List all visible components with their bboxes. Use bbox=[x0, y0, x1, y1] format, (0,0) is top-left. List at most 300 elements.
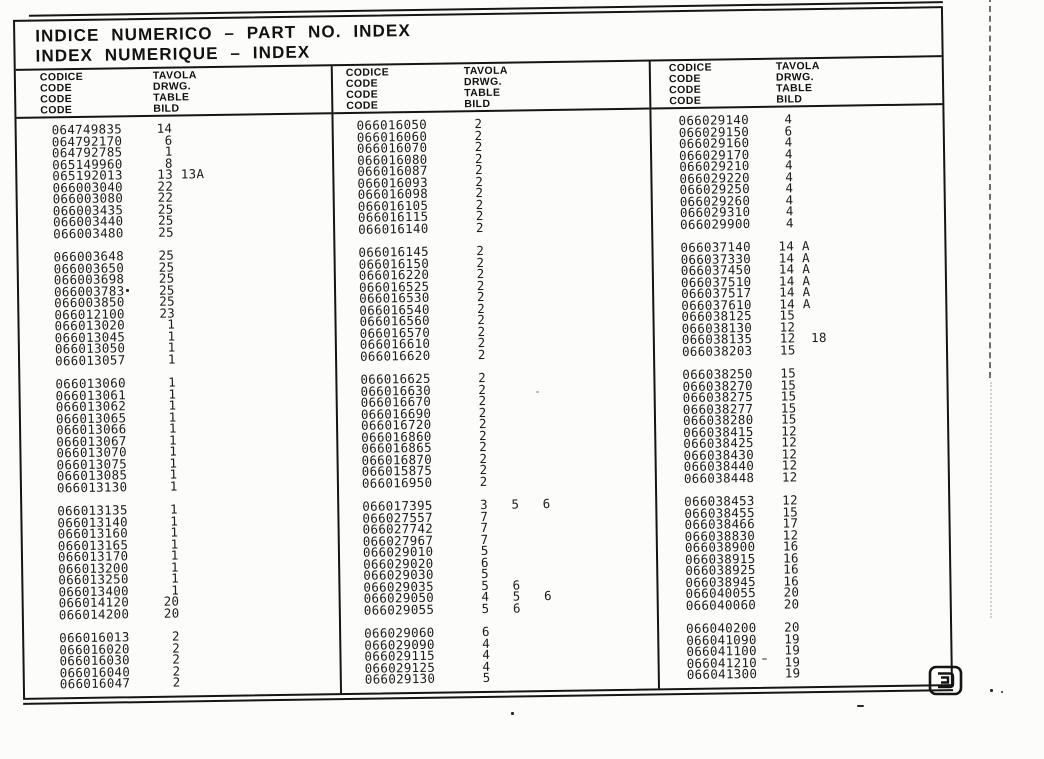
part-code: 066013050 bbox=[54, 340, 126, 357]
drawing-ref: 2 bbox=[468, 265, 485, 282]
drawing-ref: 16 bbox=[782, 538, 799, 554]
part-code: 066013062 bbox=[55, 398, 127, 415]
drawing-ref: 20 bbox=[783, 619, 800, 635]
drawing-ref: 12 18 bbox=[779, 329, 827, 346]
scan-speck bbox=[511, 712, 514, 715]
drawing-ref: 1 bbox=[162, 547, 179, 563]
drawing-ref: 1 bbox=[160, 409, 177, 425]
part-code: 066029030 bbox=[363, 566, 434, 583]
part-code: 066038130 bbox=[681, 319, 753, 336]
part-code: 066016070 bbox=[356, 139, 428, 156]
drawing-ref: 1 bbox=[159, 339, 176, 355]
drawing-header-labels bbox=[776, 61, 821, 106]
index-group bbox=[24, 628, 340, 690]
scan-speck bbox=[762, 658, 767, 660]
drawing-ref: 2 bbox=[470, 381, 487, 397]
part-code: 066013135 bbox=[57, 502, 128, 519]
drawing-ref: 16 bbox=[783, 561, 800, 577]
part-code: 066016098 bbox=[357, 185, 429, 202]
part-code: 066015875 bbox=[361, 462, 433, 479]
part-code: 066029125 bbox=[364, 659, 436, 676]
part-code: 066016050 bbox=[356, 116, 428, 133]
drawing-ref: 1 bbox=[160, 386, 177, 402]
part-code: 066016140 bbox=[358, 220, 429, 237]
drawing-ref: 15 bbox=[780, 388, 797, 404]
drawing-ref: 4 bbox=[474, 635, 491, 651]
drawing-ref: 12 bbox=[779, 318, 796, 335]
drawing-ref: 1 bbox=[162, 536, 179, 552]
part-code: 066027557 bbox=[362, 509, 433, 526]
drawing-ref: 2 bbox=[466, 138, 483, 155]
drawing-ref: 2 bbox=[469, 323, 486, 339]
drawing-ref: 2 bbox=[470, 369, 487, 386]
column-header bbox=[333, 62, 650, 115]
part-code: 066029060 bbox=[364, 624, 435, 641]
drawing-ref: 6 bbox=[156, 132, 173, 148]
part-code: 066037450 bbox=[680, 262, 752, 279]
drawing-ref: 4 bbox=[776, 111, 793, 127]
drawing-ref: 12 bbox=[781, 457, 798, 473]
part-code: 066016013 bbox=[59, 629, 130, 646]
drawing-ref: 4 bbox=[777, 191, 794, 208]
drawing-ref: 4 bbox=[474, 658, 491, 674]
index-group bbox=[655, 365, 948, 484]
header-label: BILD bbox=[153, 102, 180, 115]
part-code: 066029220 bbox=[679, 169, 750, 186]
header-label: BILD bbox=[464, 97, 491, 111]
part-code: 066016860 bbox=[361, 428, 432, 445]
drawing-ref: 2 bbox=[466, 150, 483, 166]
index-group bbox=[17, 120, 334, 240]
part-code: 066037610 bbox=[681, 296, 752, 313]
part-code: 066029035 bbox=[363, 578, 434, 595]
index-row bbox=[342, 669, 658, 685]
drawing-ref: 13 13A bbox=[157, 166, 205, 182]
drawing-ref: 25 bbox=[158, 259, 175, 275]
drawing-ref: 20 bbox=[783, 584, 800, 600]
drawing-ref: 2 bbox=[468, 254, 485, 270]
index-row bbox=[337, 346, 653, 362]
drawing-ref: 4 bbox=[777, 180, 794, 196]
part-code: 065149960 bbox=[52, 155, 123, 172]
index-group bbox=[335, 242, 653, 362]
part-code: 066013070 bbox=[56, 444, 127, 461]
header-label: CODICE bbox=[668, 61, 713, 75]
drawing-ref: 1 bbox=[162, 513, 179, 529]
part-code: 066038203 bbox=[681, 342, 753, 359]
index-row bbox=[25, 674, 340, 690]
drawing-ref: 7 bbox=[472, 508, 489, 524]
drawing-ref: 5 bbox=[472, 542, 489, 559]
drawing-ref: 4 bbox=[776, 134, 793, 150]
part-code: 066013045 bbox=[54, 328, 126, 345]
header-label: TABLE bbox=[153, 91, 190, 104]
header-label: CODE bbox=[669, 83, 702, 97]
drawing-ref: 2 bbox=[164, 640, 181, 656]
drawing-ref: 1 bbox=[159, 316, 176, 332]
part-code: 066037330 bbox=[680, 250, 752, 267]
part-code: 066041100 bbox=[686, 642, 757, 660]
code-header-labels bbox=[40, 72, 84, 117]
part-code: 066038945 bbox=[685, 573, 756, 590]
part-code: 066038270 bbox=[682, 377, 754, 394]
header-label: CODICE bbox=[39, 70, 84, 84]
drawing-ref: 2 bbox=[470, 415, 487, 432]
index-row bbox=[659, 596, 950, 612]
code-header-labels bbox=[346, 67, 390, 112]
drawing-ref: 15 bbox=[779, 341, 796, 358]
part-code: 066013400 bbox=[58, 582, 130, 599]
drawing-ref: 2 bbox=[466, 115, 483, 132]
drawing-ref: 12 bbox=[782, 492, 798, 508]
drawing-ref: 1 bbox=[162, 524, 179, 540]
drawing-ref: 25 bbox=[158, 270, 175, 286]
header-label: CODE bbox=[346, 88, 379, 102]
part-code: 066041300 bbox=[686, 665, 758, 683]
drawing-ref: 15 bbox=[780, 376, 797, 393]
drawing-ref: 4 bbox=[776, 145, 793, 162]
drawing-ref: 2 bbox=[470, 392, 487, 409]
header-label: TAVOLA bbox=[775, 59, 820, 73]
drawing-ref: 1 bbox=[156, 143, 173, 159]
scan-fold-mark bbox=[989, 0, 991, 378]
drawing-ref: 1 bbox=[160, 374, 177, 390]
part-code: 066038125 bbox=[681, 308, 753, 325]
index-row bbox=[24, 605, 339, 621]
index-grid bbox=[16, 57, 951, 698]
drawing-ref: 14 A bbox=[778, 272, 811, 289]
part-code: 066029250 bbox=[679, 181, 751, 198]
part-code: 066013065 bbox=[55, 409, 127, 426]
part-code: 066029115 bbox=[364, 647, 436, 664]
drawing-ref: 1 bbox=[161, 432, 178, 448]
part-code: 066003480 bbox=[53, 224, 124, 241]
part-code: 066040200 bbox=[685, 619, 757, 637]
drawing-ref: 14 A bbox=[778, 238, 810, 254]
drawing-header-labels bbox=[464, 66, 509, 111]
drawing-ref: 5 6 bbox=[473, 576, 521, 593]
part-code: 066038830 bbox=[684, 527, 756, 544]
drawing-ref: 20 bbox=[783, 595, 800, 612]
header-label: DRWG. bbox=[775, 71, 815, 84]
index-row bbox=[18, 224, 333, 240]
part-code: 066003650 bbox=[53, 259, 125, 276]
index-group bbox=[22, 501, 339, 621]
drawing-ref: 16 bbox=[783, 572, 800, 589]
part-code: 066038430 bbox=[683, 446, 755, 463]
part-code: 066016610 bbox=[359, 335, 431, 352]
part-code: 066029260 bbox=[679, 192, 751, 209]
part-code: 066013060 bbox=[55, 375, 126, 392]
part-code: 066013020 bbox=[54, 317, 126, 334]
part-code: 066038448 bbox=[683, 469, 755, 486]
part-code: 066016047 bbox=[59, 675, 131, 692]
part-code: 066013057 bbox=[54, 351, 126, 368]
drawing-ref: 15 bbox=[779, 307, 796, 323]
drawing-ref: 20 bbox=[163, 605, 180, 621]
part-code: 066016950 bbox=[361, 474, 433, 491]
drawing-ref: 2 bbox=[164, 651, 181, 667]
scan-speck bbox=[990, 689, 993, 692]
column-header bbox=[651, 57, 943, 109]
index-row bbox=[335, 219, 651, 235]
part-code: 066013130 bbox=[56, 478, 128, 495]
drawing-ref: 25 bbox=[158, 247, 175, 263]
drawing-ref: 12 bbox=[781, 434, 798, 450]
part-code: 066029210 bbox=[679, 158, 750, 175]
part-code: 066038900 bbox=[684, 538, 756, 556]
part-code: 066040055 bbox=[685, 584, 757, 602]
drawing-ref: 25 bbox=[157, 201, 174, 217]
index-row bbox=[657, 469, 948, 485]
drawing-ref: 14 A bbox=[778, 261, 811, 277]
drawing-ref: 19 bbox=[784, 642, 801, 658]
drawing-ref: 8 bbox=[157, 155, 173, 171]
drawing-ref: 4 bbox=[777, 157, 794, 173]
part-code: 066038280 bbox=[682, 411, 754, 429]
part-code: 066038440 bbox=[683, 457, 755, 475]
header-label: BILD bbox=[776, 93, 803, 106]
part-code: 066029130 bbox=[364, 670, 436, 687]
part-code: 066016105 bbox=[357, 197, 429, 214]
drawing-ref: 4 bbox=[777, 168, 794, 185]
drawing-ref: 15 bbox=[782, 503, 799, 520]
part-code: 066016620 bbox=[359, 347, 431, 364]
part-code: 066029170 bbox=[678, 146, 750, 163]
drawing-ref: 1 bbox=[163, 559, 179, 575]
drawing-ref: 5 bbox=[474, 669, 491, 686]
part-code: 066038453 bbox=[684, 492, 755, 510]
part-code: 066013067 bbox=[56, 432, 127, 449]
drawing-ref: 20 bbox=[163, 593, 180, 609]
drawing-ref: 25 bbox=[158, 224, 174, 240]
drawing-ref: 12 bbox=[781, 468, 798, 485]
drawing-ref: 16 bbox=[782, 549, 799, 566]
scan-speck bbox=[857, 705, 864, 707]
index-group bbox=[20, 374, 337, 494]
part-code: 066013165 bbox=[57, 536, 129, 553]
part-code: 066016690 bbox=[360, 405, 432, 422]
part-code: 066013061 bbox=[55, 386, 127, 403]
part-code: 066041090 bbox=[686, 631, 757, 648]
part-code: 066016115 bbox=[357, 208, 429, 225]
header-label: TAVOLA bbox=[463, 64, 508, 78]
header-label: CODE bbox=[40, 93, 73, 106]
header-label: CODE bbox=[668, 72, 701, 86]
part-code: 066016220 bbox=[358, 266, 430, 283]
part-code: 066003435 bbox=[52, 201, 124, 218]
drawing-ref: 3 5 6 bbox=[472, 496, 551, 513]
drawing-ref: 2 bbox=[468, 219, 484, 235]
header-label: CODE bbox=[346, 99, 379, 112]
index-column-3 bbox=[651, 57, 951, 688]
drawing-header-labels bbox=[153, 70, 198, 115]
drawing-ref: 22 bbox=[157, 178, 174, 194]
part-code: 066013170 bbox=[57, 548, 129, 565]
part-code: 066014200 bbox=[58, 605, 130, 622]
drawing-ref: 15 bbox=[780, 365, 797, 381]
header-label: CODE bbox=[39, 82, 73, 95]
part-code: 066016040 bbox=[59, 663, 131, 680]
drawing-ref: 2 bbox=[471, 450, 488, 466]
part-code: 066029160 bbox=[678, 135, 750, 152]
part-code: 066027742 bbox=[362, 520, 434, 537]
drawing-ref: 2 bbox=[466, 127, 483, 143]
drawing-ref: 25 bbox=[159, 293, 175, 309]
drawing-ref: 25 bbox=[158, 282, 175, 298]
part-code: 066003440 bbox=[52, 213, 124, 230]
drawing-ref: 22 bbox=[157, 189, 174, 205]
part-code: 066016150 bbox=[358, 255, 430, 272]
drawing-ref: 1 bbox=[161, 466, 178, 482]
part-code: 065192013 bbox=[52, 167, 123, 184]
part-code: 066016530 bbox=[359, 289, 430, 306]
part-code: 066016720 bbox=[360, 416, 432, 433]
part-code: 066016870 bbox=[361, 451, 433, 468]
part-code: 066003698 bbox=[53, 271, 125, 288]
header-label: DRWG. bbox=[152, 80, 192, 93]
part-code: 066016145 bbox=[358, 243, 430, 260]
drawing-ref: 1 bbox=[159, 328, 176, 344]
drawing-ref: 12 bbox=[781, 445, 798, 462]
drawing-ref: 14 A bbox=[779, 295, 811, 312]
index-group bbox=[339, 496, 657, 616]
column-body bbox=[651, 105, 951, 688]
header-label: DRWG. bbox=[463, 75, 503, 89]
part-code: 066013075 bbox=[56, 455, 128, 472]
scan-fold-mark-faint bbox=[990, 382, 992, 618]
index-column-1 bbox=[16, 66, 342, 698]
column-body bbox=[16, 114, 340, 698]
part-code: 064792785 bbox=[51, 144, 123, 161]
drawing-ref: 1 bbox=[161, 478, 178, 494]
part-code: 066029900 bbox=[679, 215, 751, 232]
scan-speck bbox=[126, 289, 129, 292]
part-code: 066016080 bbox=[357, 151, 428, 168]
part-code: 066038277 bbox=[682, 400, 754, 417]
part-code: 066029090 bbox=[364, 636, 435, 653]
drawing-ref: 2 bbox=[470, 404, 487, 420]
part-code: 066017395 bbox=[362, 497, 433, 514]
index-row bbox=[22, 478, 337, 494]
drawing-ref: 5 6 bbox=[473, 599, 521, 616]
drawing-ref: 1 bbox=[159, 351, 176, 367]
column-body bbox=[333, 110, 658, 694]
part-code: 066013085 bbox=[56, 467, 128, 484]
drawing-ref: 4 bbox=[777, 214, 794, 231]
part-code: 066016540 bbox=[359, 301, 430, 318]
part-code: 066041210 bbox=[686, 654, 758, 671]
part-code: 066016525 bbox=[358, 278, 430, 295]
drawing-ref: 2 bbox=[164, 663, 181, 679]
part-code: 066013160 bbox=[57, 525, 129, 542]
drawing-ref: 15 bbox=[780, 399, 797, 416]
index-group bbox=[334, 116, 652, 236]
document-title-line2: INDEX NUMERIQUE – INDEX bbox=[35, 42, 311, 66]
drawing-ref: 2 bbox=[164, 628, 180, 644]
drawing-ref: 2 bbox=[467, 161, 484, 178]
drawing-ref: 4 bbox=[777, 203, 794, 219]
part-code: 066038925 bbox=[685, 561, 756, 579]
drawing-ref: 2 bbox=[469, 311, 486, 328]
index-row bbox=[20, 351, 335, 367]
drawing-ref: 6 bbox=[776, 122, 793, 139]
part-code: 066003783 bbox=[53, 282, 125, 299]
drawing-ref: 2 bbox=[469, 346, 486, 362]
drawing-ref: 2 bbox=[467, 184, 484, 201]
drawing-ref: 12 bbox=[782, 526, 799, 543]
index-group bbox=[18, 247, 335, 367]
part-code: 066012100 bbox=[54, 305, 125, 322]
index-row bbox=[653, 215, 944, 231]
drawing-ref: 4 bbox=[474, 646, 491, 663]
drawing-ref: 14 A bbox=[779, 284, 811, 300]
header-label: CODE bbox=[345, 77, 379, 91]
index-table bbox=[13, 6, 953, 700]
header-label: CODE bbox=[40, 104, 73, 117]
header-label: TAVOLA bbox=[152, 69, 197, 82]
part-code: 066038135 bbox=[681, 331, 753, 348]
part-code: 066038415 bbox=[683, 423, 754, 440]
drawing-ref: 6 bbox=[472, 554, 489, 570]
drawing-ref: 7 bbox=[472, 531, 489, 547]
part-code: 066037510 bbox=[680, 273, 752, 290]
drawing-ref: 12 bbox=[781, 422, 797, 439]
drawing-ref: 7 bbox=[472, 519, 489, 536]
drawing-ref: 2 bbox=[471, 473, 488, 489]
part-code: 066003040 bbox=[52, 178, 124, 195]
part-code: 066027967 bbox=[362, 532, 434, 549]
corner-logo-icon bbox=[927, 664, 965, 697]
part-code: 066029140 bbox=[678, 112, 750, 129]
part-code: 066040060 bbox=[685, 596, 757, 613]
drawing-ref: 2 bbox=[471, 438, 488, 455]
part-code: 066003080 bbox=[52, 190, 124, 207]
index-group bbox=[659, 619, 951, 681]
drawing-ref: 2 bbox=[471, 461, 488, 478]
column-header bbox=[16, 66, 332, 119]
part-code: 066016030 bbox=[59, 652, 131, 669]
drawing-ref: 17 bbox=[782, 515, 799, 531]
index-column-2 bbox=[333, 61, 660, 693]
drawing-ref: 2 bbox=[469, 300, 486, 316]
drawing-ref: 2 bbox=[467, 207, 484, 224]
part-code: 064792170 bbox=[51, 132, 123, 149]
drawing-ref: 2 bbox=[468, 277, 485, 293]
drawing-ref: 2 bbox=[164, 674, 181, 690]
part-code: 066029010 bbox=[362, 543, 434, 560]
header-label: TABLE bbox=[776, 82, 813, 95]
part-code: 066029050 bbox=[363, 589, 435, 606]
part-code: 066016093 bbox=[357, 174, 429, 191]
drawing-ref: 2 bbox=[469, 288, 485, 305]
part-code: 066038425 bbox=[683, 434, 754, 452]
part-code: 066016060 bbox=[356, 128, 428, 145]
part-code: 066003648 bbox=[53, 248, 125, 265]
drawing-ref: 1 bbox=[161, 443, 178, 459]
drawing-ref: 6 bbox=[474, 623, 490, 640]
drawing-ref: 23 bbox=[159, 305, 176, 321]
index-group bbox=[651, 111, 944, 230]
part-code: 066038915 bbox=[684, 550, 756, 567]
drawing-ref: 14 bbox=[156, 120, 173, 136]
part-code: 066038466 bbox=[684, 515, 756, 533]
part-code: 066016020 bbox=[59, 640, 130, 657]
part-code: 066038455 bbox=[684, 504, 755, 521]
part-code: 066003850 bbox=[54, 294, 125, 311]
drawing-ref: 5 bbox=[473, 565, 490, 582]
part-code: 066029150 bbox=[678, 123, 750, 140]
